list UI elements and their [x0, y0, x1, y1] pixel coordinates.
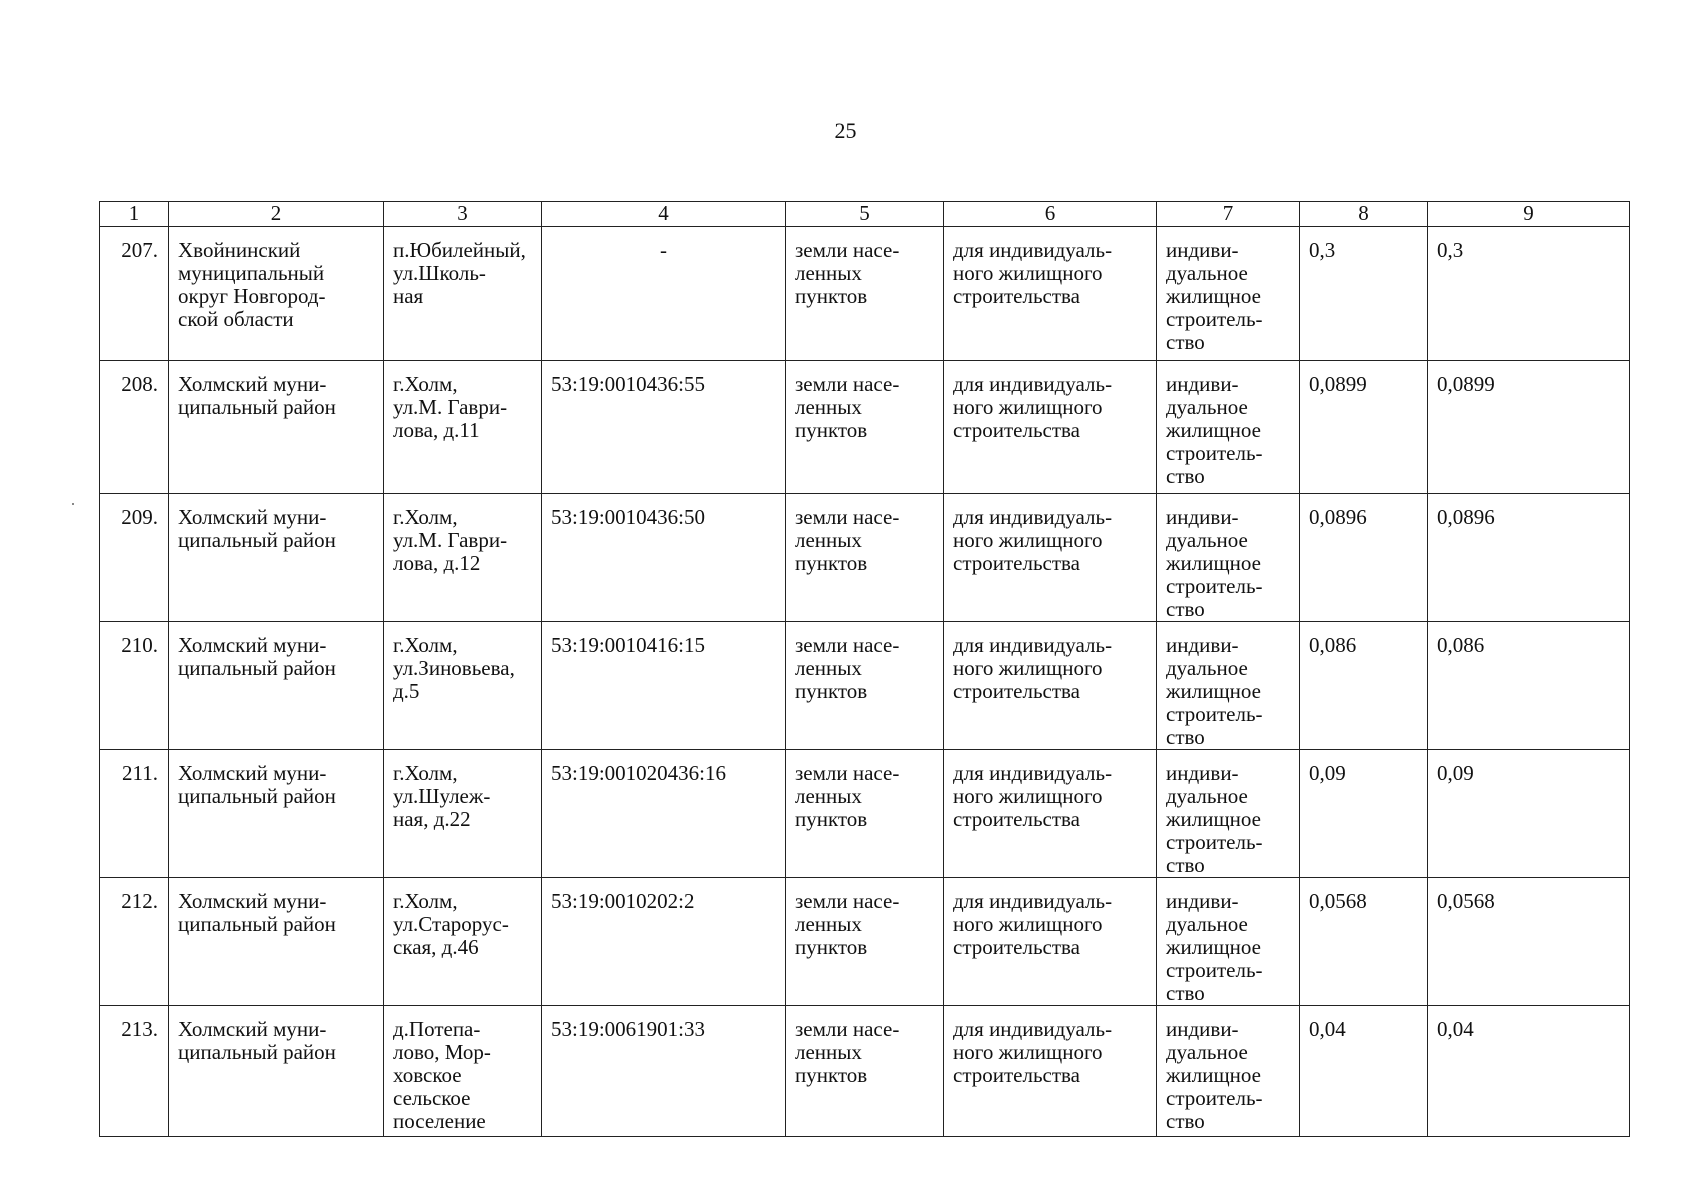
municipality-cell: Холмский муни- ципальный район	[169, 361, 384, 494]
land-category-cell: земли насе- ленных пунктов	[786, 750, 944, 878]
cadastral-number-cell: -	[542, 227, 786, 361]
table-row	[100, 494, 1630, 622]
address-cell: г.Холм, ул.Шулеж- ная, д.22	[384, 750, 542, 878]
purpose-cell: индиви- дуальное жилищное строитель- ство	[1157, 361, 1300, 494]
address-cell: д.Потепа- лово, Мор- ховское сельское поселение	[384, 1006, 542, 1137]
table-row	[100, 878, 1630, 1006]
column-number: 3	[384, 202, 542, 227]
column-number-row	[100, 202, 1630, 227]
column-number: 8	[1300, 202, 1428, 227]
area-cell-col8: 0,04	[1300, 1006, 1428, 1137]
column-number: 7	[1157, 202, 1300, 227]
row-number: 213.	[100, 1006, 169, 1137]
area-cell-col9: 0,086	[1428, 622, 1630, 750]
row-number: 212.	[100, 878, 169, 1006]
land-category-cell: земли насе- ленных пунктов	[786, 494, 944, 622]
permitted-use-cell: для индивидуаль- ного жилищного строительства	[944, 622, 1157, 750]
area-cell-col8: 0,0568	[1300, 878, 1428, 1006]
land-category-cell: земли насе- ленных пунктов	[786, 1006, 944, 1137]
scan-speck	[72, 503, 74, 505]
municipality-cell: Холмский муни- ципальный район	[169, 494, 384, 622]
address-cell: г.Холм, ул.М. Гаври- лова, д.11	[384, 361, 542, 494]
cadastral-number-cell: 53:19:0010202:2	[542, 878, 786, 1006]
column-number: 1	[100, 202, 169, 227]
permitted-use-cell: для индивидуаль- ного жилищного строительства	[944, 361, 1157, 494]
address-cell: г.Холм, ул.М. Гаври- лова, д.12	[384, 494, 542, 622]
cadastral-number-cell: 53:19:0010436:50	[542, 494, 786, 622]
row-number: 208.	[100, 361, 169, 494]
table-row	[100, 1006, 1630, 1137]
cadastral-number-cell: 53:19:0010416:15	[542, 622, 786, 750]
municipality-cell: Холмский муни- ципальный район	[169, 1006, 384, 1137]
municipality-cell: Холмский муни- ципальный район	[169, 750, 384, 878]
table-row	[100, 750, 1630, 878]
area-cell-col9: 0,0899	[1428, 361, 1630, 494]
permitted-use-cell: для индивидуаль- ного жилищного строительства	[944, 494, 1157, 622]
purpose-cell: индиви- дуальное жилищное строитель- ство	[1157, 750, 1300, 878]
row-number: 209.	[100, 494, 169, 622]
area-cell-col8: 0,3	[1300, 227, 1428, 361]
column-number: 2	[169, 202, 384, 227]
purpose-cell: индиви- дуальное жилищное строитель- ство	[1157, 1006, 1300, 1137]
permitted-use-cell: для индивидуаль- ного жилищного строительства	[944, 227, 1157, 361]
cadastral-number-cell: 53:19:001020436:16	[542, 750, 786, 878]
area-cell-col9: 0,3	[1428, 227, 1630, 361]
area-cell-col9: 0,0568	[1428, 878, 1630, 1006]
table-row	[100, 227, 1630, 361]
purpose-cell: индиви- дуальное жилищное строитель- ство	[1157, 878, 1300, 1006]
purpose-cell: индиви- дуальное жилищное строитель- ство	[1157, 494, 1300, 622]
permitted-use-cell: для индивидуаль- ного жилищного строительства	[944, 1006, 1157, 1137]
area-cell-col8: 0,09	[1300, 750, 1428, 878]
address-cell: п.Юбилейный, ул.Школь- ная	[384, 227, 542, 361]
row-number: 207.	[100, 227, 169, 361]
municipality-cell: Хвойнинский муниципальный округ Новгород- ской области	[169, 227, 384, 361]
cadastral-number-cell: 53:19:0010436:55	[542, 361, 786, 494]
column-number: 4	[542, 202, 786, 227]
area-cell-col8: 0,0899	[1300, 361, 1428, 494]
permitted-use-cell: для индивидуаль- ного жилищного строительства	[944, 750, 1157, 878]
address-cell: г.Холм, ул.Зиновьева, д.5	[384, 622, 542, 750]
area-cell-col9: 0,04	[1428, 1006, 1630, 1137]
permitted-use-cell: для индивидуаль- ного жилищного строительства	[944, 878, 1157, 1006]
row-number: 211.	[100, 750, 169, 878]
area-cell-col9: 0,09	[1428, 750, 1630, 878]
land-plots-table	[99, 201, 1630, 1137]
land-category-cell: земли насе- ленных пунктов	[786, 622, 944, 750]
land-category-cell: земли насе- ленных пунктов	[786, 361, 944, 494]
column-number: 9	[1428, 202, 1630, 227]
municipality-cell: Холмский муни- ципальный район	[169, 622, 384, 750]
land-category-cell: земли насе- ленных пунктов	[786, 227, 944, 361]
page-number: 25	[834, 118, 857, 143]
column-number: 6	[944, 202, 1157, 227]
area-cell-col8: 0,0896	[1300, 494, 1428, 622]
municipality-cell: Холмский муни- ципальный район	[169, 878, 384, 1006]
purpose-cell: индиви- дуальное жилищное строитель- ство	[1157, 227, 1300, 361]
land-category-cell: земли насе- ленных пунктов	[786, 878, 944, 1006]
area-cell-col9: 0,0896	[1428, 494, 1630, 622]
address-cell: г.Холм, ул.Староруc- ская, д.46	[384, 878, 542, 1006]
row-number: 210.	[100, 622, 169, 750]
cadastral-number-cell: 53:19:0061901:33	[542, 1006, 786, 1137]
area-cell-col8: 0,086	[1300, 622, 1428, 750]
purpose-cell: индиви- дуальное жилищное строитель- ство	[1157, 622, 1300, 750]
column-number: 5	[786, 202, 944, 227]
table-row	[100, 622, 1630, 750]
table-row	[100, 361, 1630, 494]
